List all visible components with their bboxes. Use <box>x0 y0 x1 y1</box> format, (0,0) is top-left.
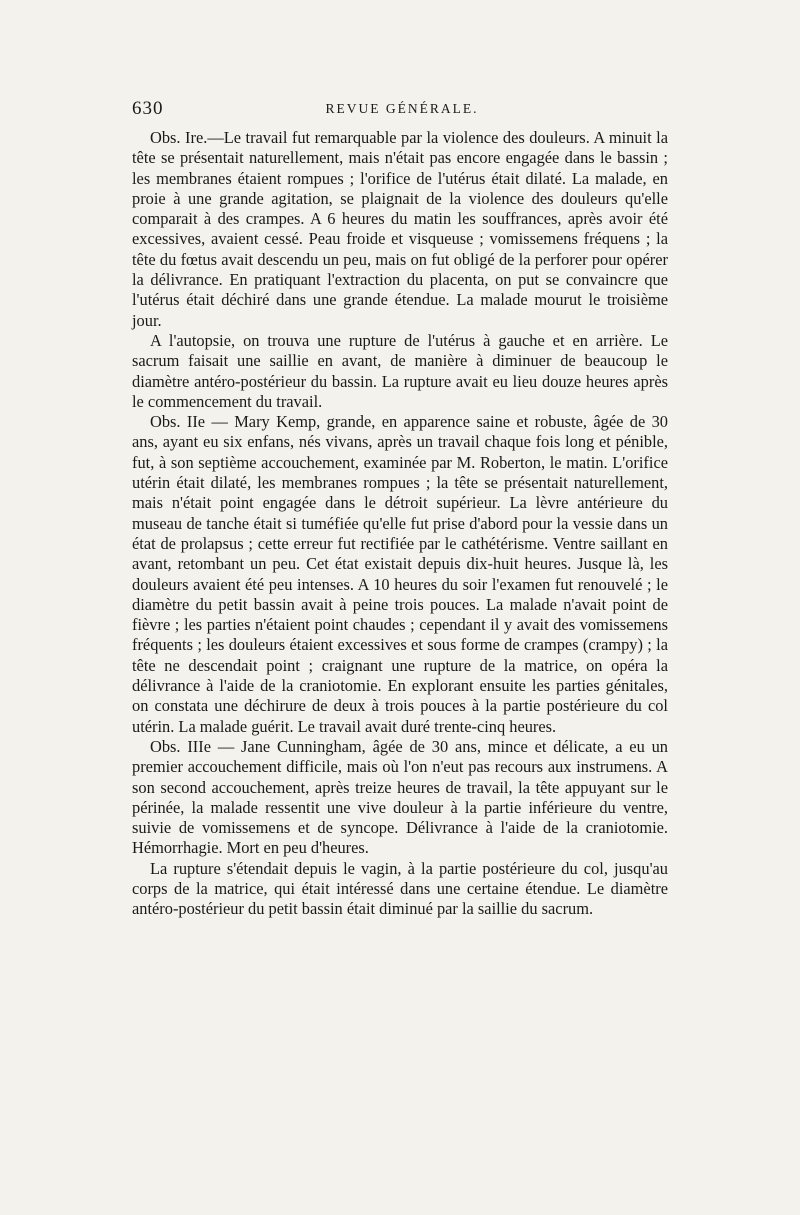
paragraph-autopsy: A l'autopsie, on trouva une rupture de l'utérus à gauche et en arrière. Le sacrum faisait une saillie en avant, de manière à diminuer de beaucoup le diamètre antéro-postérieur du bassin. La rupture avait eu lieu douze heures après le commencement du travail. <box>132 330 668 411</box>
paragraph-rupture: La rupture s'étendait depuis le vagin, à la partie postérieure du col, jusqu'au corps de la matrice, qui était intéressé dans une certaine étendue. Le diamètre antéro-postérieur du petit bassin était diminué par la saillie du sacrum. <box>132 858 668 919</box>
paragraph-obs-2: Obs. IIe — Mary Kemp, grande, en apparence saine et robuste, âgée de 30 ans, ayant eu six enfans, nés vivans, après un travail chaque fois long et pénible, fut, à son septième accouchement, examinée par M. Roberton, le matin. L'orifice utérin était dilaté, les membranes rompues ; la tête se présentait naturellement, mais n'était point engagée dans le détroit supérieur. La lèvre antérieure du museau de tanche était si tuméfiée qu'elle fut prise d'abord pour la vessie dans un état de prolapsus ; cette erreur fut rectifiée par le cathétérisme. Ventre saillant en avant, retombant un peu. Cet état existait depuis dix-huit heures. Jusque là, les douleurs avaient été peu intenses. A 10 heures du soir l'examen fut renouvelé ; le diamètre du petit bassin avait à peine trois pouces. La malade n'avait point de fièvre ; les parties n'étaient point chaudes ; cependant il y avait des vomissemens fréquents ; les douleurs étaient excessives et sous forme de crampes (crampy) ; la tête ne descendait point ; craignant une rupture de la matrice, on opéra la délivrance à l'aide de la craniotomie. En explorant ensuite les parties génitales, on constata une déchirure de deux à trois pouces à la partie postérieure du col utérin. La malade guérit. Le travail avait duré trente-cinq heures. <box>132 412 668 736</box>
body-text <box>132 128 668 920</box>
paragraph-obs-1: Obs. Ire.—Le travail fut remarquable par la violence des douleurs. A minuit la tête se présentait naturellement, mais n'était pas encore engagée dans le bassin ; les membranes étaient rompues ; l'orifice de l'utérus était dilaté. La malade, en proie à une grande agitation, se plaignait de la violence des douleurs qu'elle comparait à des crampes. A 6 heures du matin les souffrances, après avoir été excessives, avaient cessé. Peau froide et visqueuse ; vomissemens fréquens ; la tête du fœtus avait descendu un peu, mais on fut obligé de la perforer pour opérer la délivrance. En pratiquant l'extraction du placenta, on put se convaincre que l'utérus était déchiré dans une grande étendue. La malade mourut le troisième jour. <box>132 128 668 330</box>
paragraph-obs-3: Obs. IIIe — Jane Cunningham, âgée de 30 ans, mince et délicate, a eu un premier accouchement difficile, mais où l'on n'eut pas recours aux instrumens. A son second accouchement, après treize heures de travail, la tête appuyant sur le périnée, la malade ressentit une vive douleur à la partie inférieure du ventre, suivie de vomissemens et de syncope. Délivrance à l'aide de la craniotomie. Hémorrhagie. Mort en peu d'heures. <box>132 736 668 858</box>
page-number: 630 <box>132 98 164 119</box>
page-header <box>132 98 672 122</box>
running-title: REVUE GÉNÉRALE. <box>325 101 479 116</box>
